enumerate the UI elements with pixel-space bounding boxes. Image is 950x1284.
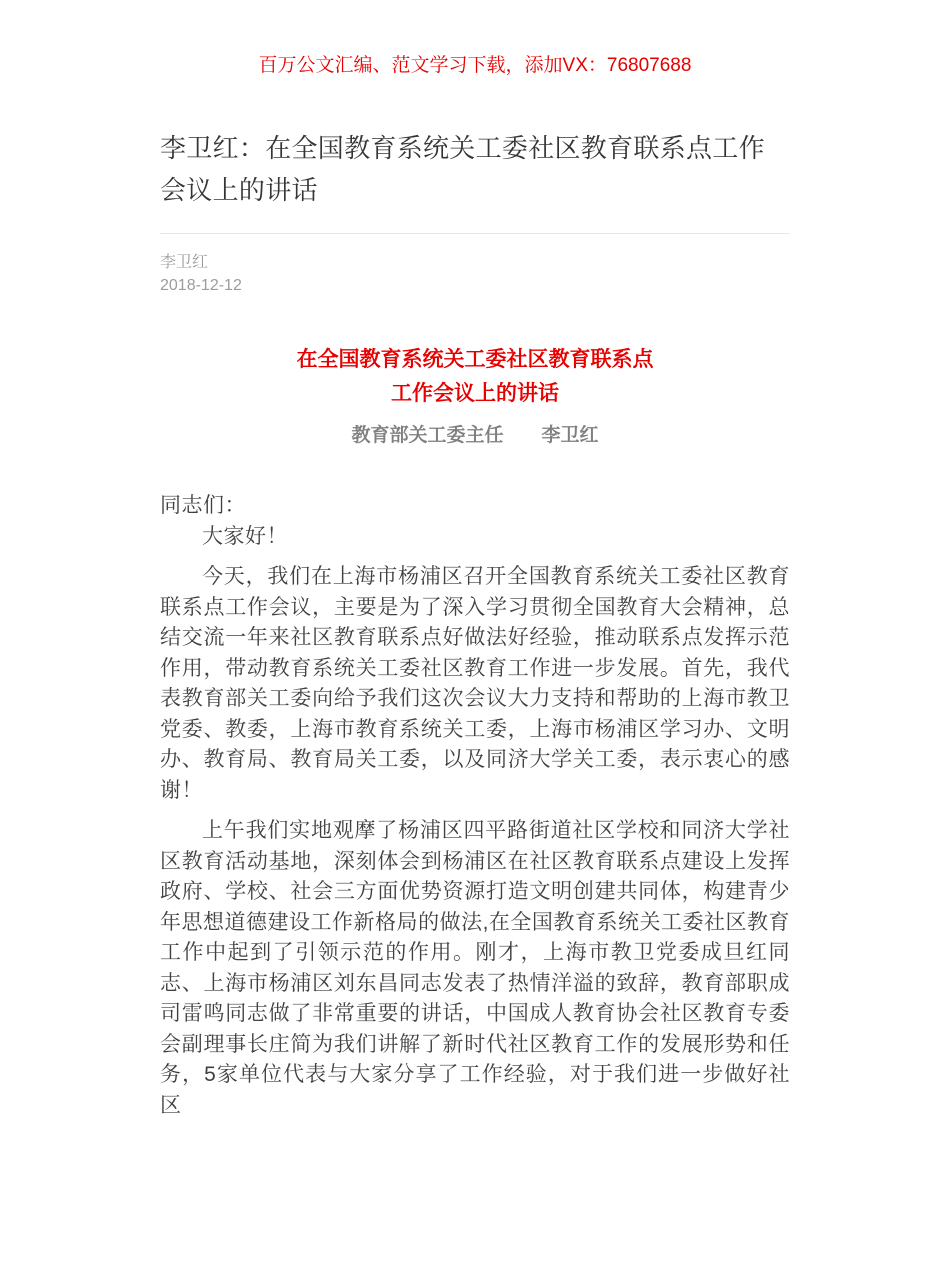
publish-date: 2018-12-12 bbox=[160, 277, 242, 294]
paragraph-greeting: 大家好！ bbox=[202, 524, 288, 548]
paragraph-salutation: 同志们： bbox=[160, 494, 246, 517]
author-name: 李卫红 bbox=[160, 254, 209, 271]
doc-body bbox=[160, 491, 790, 1121]
page-title: 李卫红：在全国教育系统关工委社区教育联系点工作会议上的讲话 bbox=[160, 133, 765, 205]
doc-heading bbox=[160, 343, 790, 411]
doc-heading-line2: 工作会议上的讲话 bbox=[391, 382, 559, 405]
paragraph: 今天，我们在上海市杨浦区召开全国教育系统关工委社区教育联系点工作会议，主要是为了深入学习贯彻全国教育大会精神，总结交流一年来社区教育联系点好做法好经验，推动联系点发挥示范作用，带动教育系统关工委社区教育工作进一步发展。首先，我代表教育部关工委向给予我们这次会议大力支持和帮助的上海市教卫党委、教委，上海市教育系统关工委，上海市杨浦区学习办、文明办、教育局、教育局关工委，以及同济大学关工委，表示衷心的感谢！ bbox=[160, 565, 790, 802]
doc-byline: 教育部关工委主任 李卫红 bbox=[351, 425, 599, 446]
promo-banner: 百万公文汇编、范文学习下载，添加VX：76807688 bbox=[258, 55, 692, 76]
paragraph: 上午我们实地观摩了杨浦区四平路街道社区学校和同济大学社区教育活动基地，深刻体会到杨浦区在社区教育联系点建设上发挥政府、学校、社会三方面优势资源打造文明创建共同体，构建青少年思想道德建设工作新格局的做法,在全国教育系统关工委社区教育工作中起到了引领示范的作用。刚才，上海市教卫党委成旦红同志、上海市杨浦区刘东昌同志发表了热情洋溢的致辞，教育部职成司雷鸣同志做了非常重要的讲话，中国成人教育协会社区教育专委会副理事长庄简为我们讲解了新时代社区教育工作的发展形势和任务，5家单位代表与大家分享了工作经验，对于我们进一步做好社区 bbox=[160, 819, 790, 1117]
title-divider bbox=[160, 233, 790, 234]
article-meta bbox=[160, 251, 790, 297]
doc-heading-line1: 在全国教育系统关工委社区教育联系点 bbox=[296, 348, 654, 371]
document-page bbox=[0, 54, 950, 1121]
article-container bbox=[160, 127, 790, 1121]
